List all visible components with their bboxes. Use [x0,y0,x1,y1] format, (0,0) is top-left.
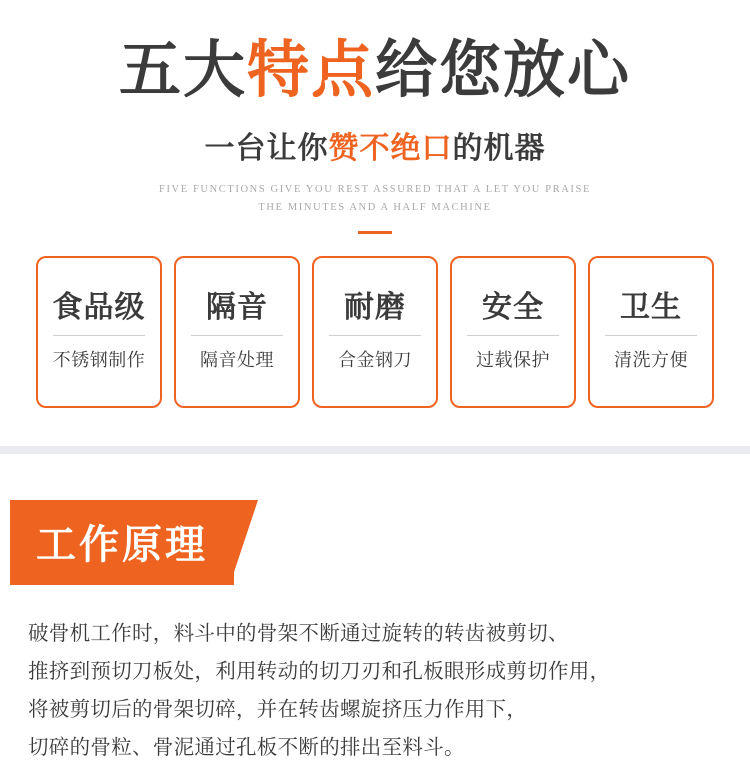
page-subtitle [0,123,750,167]
paragraph-line: 推挤到预切刀板处，利用转动的切刀刃和孔板眼形成剪切作用， [28,658,611,683]
feature-card-subtitle: 合金钢刀 [338,350,412,372]
english-tagline-line2: THE MINUTES AND A HALF MACHINE [258,202,492,214]
page-subtitle-accent: 赞不绝口 [328,131,453,167]
feature-card-subtitle: 隔音处理 [200,350,274,372]
accent-divider [358,231,392,234]
feature-card [174,256,300,408]
feature-card [36,256,162,408]
feature-card-divider [191,335,283,336]
feature-card-title: 耐磨 [344,290,406,326]
section-paragraph [28,615,722,767]
feature-card [588,256,714,408]
feature-card-title: 食品级 [52,290,146,326]
english-tagline-line1: FIVE FUNCTIONS GIVE YOU REST ASSURED THAT A LET YOU PRAISE [159,184,591,196]
page-title [0,33,750,106]
feature-card [450,256,576,408]
feature-card-subtitle: 过载保护 [476,350,550,372]
page-subtitle-part1: 一台让你 [204,131,329,167]
headline-block [0,0,750,234]
feature-card-title: 安全 [482,290,544,326]
feature-card-divider [605,335,697,336]
feature-card [312,256,438,408]
page-title-accent: 特点 [246,33,375,106]
page-title-part3: 给您放心 [375,33,632,106]
page-title-part1: 五大 [118,33,247,106]
feature-card-title: 卫生 [620,290,682,326]
feature-card-divider [53,335,145,336]
feature-card-title: 隔音 [206,290,268,326]
english-tagline [0,181,750,217]
paragraph-line: 破骨机工作时，料斗中的骨架不断通过旋转的转齿被剪切、 [28,620,569,645]
feature-card-list [0,256,750,408]
paragraph-line: 将被剪切后的骨架切碎，并在转齿螺旋挤压力作用下， [28,696,528,721]
feature-card-subtitle: 不锈钢制作 [52,350,146,372]
feature-card-divider [329,335,421,336]
section-banner-label: 工作原理 [10,500,234,585]
feature-card-divider [467,335,559,336]
section-separator [0,446,750,454]
page-subtitle-part3: 的机器 [452,131,546,167]
feature-card-subtitle: 清洗方便 [614,350,688,372]
paragraph-line: 切碎的骨粒、骨泥通过孔板不断的排出至料斗。 [28,734,465,759]
section-banner-wrap [0,500,750,585]
